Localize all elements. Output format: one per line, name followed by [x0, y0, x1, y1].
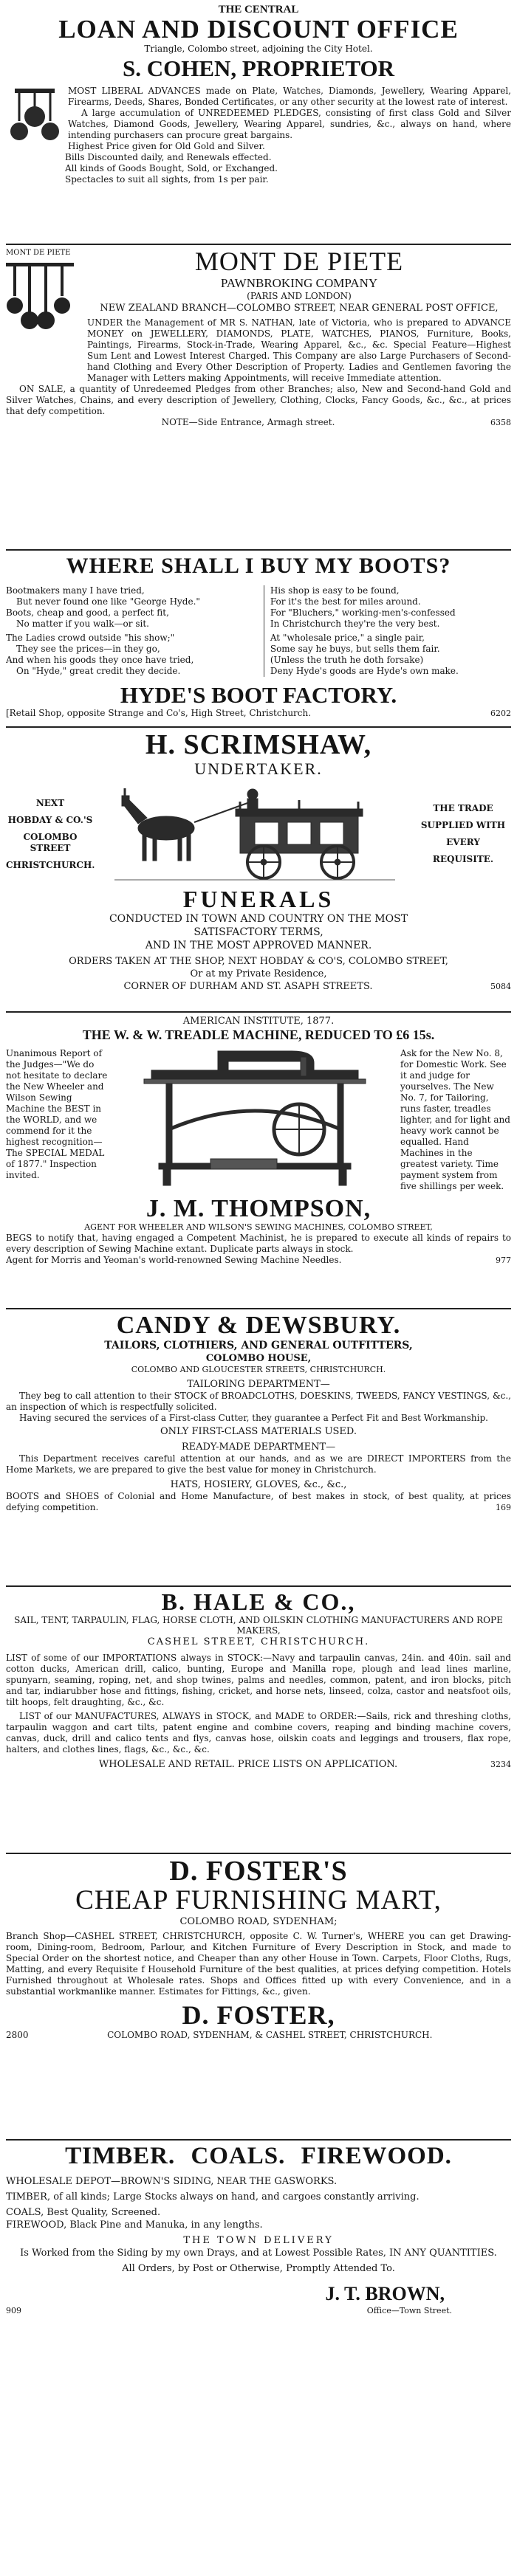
boots-address: [Retail Shop, opposite Strange and Co's, High Street, Christchurch.: [6, 708, 312, 719]
loan-body-2: A large accumulation of UNREDEEMED PLEDGES, consisting of first class Gold and Silver Watches, Diamond Goods, Jewellery, Wearing Apparel, sundries, &c., always on hand, where intending purchasers can procure great bargains.: [68, 107, 511, 140]
timber-line-3: COALS, Best Quality, Screened.: [6, 2206, 161, 2218]
timber-name: J. T. BROWN,: [325, 2282, 445, 2304]
boots-right-line: For it's the best for miles around.: [270, 596, 421, 607]
foster-address: COLOMBO ROAD, SYDENHAM, & CASHEL STREET, CHRISTCHURCH.: [107, 2029, 433, 2040]
scrim-left-line: HOBDAY & CO.'S: [7, 814, 93, 825]
timber-line-5: THE TOWN DELIVERY: [183, 2234, 334, 2246]
scrim-right-line: SUPPLIED WITH: [420, 820, 506, 831]
scrimshaw-ad: [6, 731, 511, 1008]
scrim-right-line: THE TRADE: [433, 803, 493, 814]
scrim-line-2: SATISFACTORY TERMS,: [194, 926, 323, 938]
timber-line-7: All Orders, by Post or Otherwise, Promptly Attended To.: [122, 2262, 395, 2274]
hale-ad: [6, 1590, 511, 1850]
loan-office-ad: [6, 3, 511, 241]
scrim-ad-number: 5084: [490, 981, 511, 991]
loan-address: Triangle, Colombo street, adjoining the City Hotel.: [144, 43, 373, 54]
divider: [6, 726, 511, 728]
boots-right-line: Some say he buys, but sells them fair.: [270, 644, 440, 654]
boots-left-line: Bootmakers many I have tried,: [6, 585, 145, 596]
boots-ad: [6, 554, 511, 723]
piete-ad-number: 6358: [490, 418, 511, 428]
piete-sub-3: NEW ZEALAND BRANCH—COLOMBO STREET, NEAR GENERAL POST OFFICE,: [100, 303, 499, 314]
loan-body-6: Spectacles to suit all sights, from 1s per pair.: [65, 173, 269, 185]
piete-body-1: UNDER the Management of MR S. NATHAN, late of Victoria, who is prepared to ADVANCE MONEY on JEWELLERY, DIAMONDS, PLATE, WATCHES, PIANOS, Furniture, Books, Paintings, Firearms, Stock-in-Trade, Wearing Apparel, &c., &c. Special Feature—Highest Sum Lent and Lowest Interest Charged. This Company are also Large Purchasers of Second-hand Clothing and Every Other Description of Property. Ladies and Gentlemen favoring the Manager with Letters making Appointments, will receive Immediate attention.: [87, 317, 511, 384]
mont-de-piete-ad: [6, 248, 511, 546]
scrim-right-line: EVERY: [446, 837, 480, 848]
loan-body-4: Bills Discounted daily, and Renewals effected.: [65, 151, 272, 162]
candy-dept-1: TAILORING DEPARTMENT—: [187, 1378, 330, 1390]
pawn-balls-icon: [9, 86, 61, 149]
scrim-line-3: AND IN THE MOST APPROVED MANNER.: [145, 939, 372, 951]
foster-ad-number: 2800: [6, 2029, 29, 2040]
hale-ad-number: 3234: [490, 1759, 511, 1769]
timber-ad: [6, 2143, 511, 2409]
scrim-right-column: [415, 803, 511, 865]
hale-sub-1: SAIL, TENT, TARPAULIN, FLAG, HORSE CLOTH, AND OILSKIN CLOTHING MANUFACTURERS AND ROPE MAKERS,: [14, 1614, 503, 1636]
candy-sub-1: TAILORS, CLOTHIERS, AND GENERAL OUTFITTERS,: [104, 1339, 413, 1351]
machine-body-2: Agent for Morris and Yeoman's world-renowned Sewing Machine Needles.: [6, 1254, 342, 1265]
foster-title-1: D. FOSTER'S: [169, 1857, 348, 1887]
machine-ad-number: 977: [496, 1255, 511, 1265]
candy-sub-2: COLOMBO HOUSE,: [205, 1352, 312, 1364]
boots-left-line: And when his goods they once have tried,: [6, 655, 194, 665]
boots-poem-right: [264, 585, 511, 677]
hale-title: B. HALE & CO.,: [161, 1590, 356, 1615]
loan-title: LOAN AND DISCOUNT OFFICE: [58, 15, 459, 44]
scrim-left-line: NEXT: [35, 797, 65, 808]
foster-body: Branch Shop—CASHEL STREET, CHRISTCHURCH, opposite C. W. Turner's, WHERE you can get Drawing-room, Dining-room, Bedroom, Parlour, and Kitchen Furniture of Every Description in Stock, and made to Special Order on the shortest notice, and Cheaper than any other House in Town. Carpets, Floor Cloths, Rugs, Matting, and every Requisite f Household Furniture of the best qualities, at prices defying competition. Hotels Furnished throughout at Wholesale rates. Shops and Offices fitted up with every Convenience, and in a substantial workmanlike manner. Estimates for Fittings, &c., given.: [6, 1930, 511, 1997]
divider: [6, 1011, 511, 1013]
candy-body-4: BOOTS and SHOES of Colonial and Home Manufacture, of best makes in stock, of best quality, at prices defying competition.: [6, 1490, 511, 1512]
boots-left-line: On "Hyde," great credit they decide.: [16, 666, 181, 676]
boots-right-line: Deny Hyde's goods are Hyde's own make.: [270, 666, 459, 676]
boots-title: WHERE SHALL I BUY MY BOOTS?: [66, 554, 451, 578]
loan-proprietor: S. COHEN, PROPRIETOR: [122, 55, 395, 81]
candy-dept-2: READY-MADE DEPARTMENT—: [181, 1441, 336, 1453]
boots-right-line: At "wholesale price," a single pair,: [270, 633, 425, 643]
scrim-left-line: COLOMBO STREET: [23, 831, 78, 853]
scrim-line-5: Or at my Private Residence,: [190, 968, 327, 979]
hale-foot: WHOLESALE AND RETAIL. PRICE LISTS ON APPLICATION.: [98, 1758, 398, 1770]
divider: [6, 244, 511, 245]
foster-ad: [6, 1857, 511, 2136]
boots-poem-left: [6, 585, 253, 677]
foster-sub: COLOMBO ROAD, SYDENHAM;: [179, 1915, 338, 1927]
piete-side-label: MONT DE PIETE: [6, 249, 71, 257]
piete-sub-2: (PARIS AND LONDON): [247, 291, 352, 302]
machine-body: BEGS to notify that, having engaged a Competent Machinist, he is prepared to execute all kinds of repairs to every description of Sewing Machine extant. Duplicate parts always in stock.: [6, 1232, 511, 1254]
candy-title: CANDY & DEWSBURY.: [116, 1312, 401, 1339]
candy-body-1: They beg to call attention to their STOCK of BROADCLOTHS, DOESKINS, TWEEDS, FANCY VESTINGS, &c., an inspection of which is respectfully solicited.: [6, 1390, 511, 1412]
machine-agent-line: AGENT FOR WHEELER AND WILSON'S SEWING MACHINES, COLOMBO STREET,: [84, 1222, 433, 1232]
scrim-right-line: REQUISITE.: [432, 854, 494, 865]
boots-left-line: No matter if you walk—or sit.: [16, 619, 149, 629]
piete-title: MONT DE PIETE: [194, 248, 404, 276]
boots-right-line: His shop is easy to be found,: [270, 585, 400, 596]
timber-title: TIMBER. COALS. FIREWOOD.: [65, 2143, 452, 2169]
candy-sub-3: COLOMBO AND GLOUCESTER STREETS, CHRISTCHURCH.: [131, 1364, 386, 1374]
timber-line-2: TIMBER, of all kinds; Large Stocks always on hand, and cargoes constantly arriving.: [6, 2191, 420, 2203]
boots-factory: HYDE'S BOOT FACTORY.: [120, 682, 397, 708]
foster-title-2: CHEAP FURNISHING MART,: [75, 1884, 442, 1915]
pawn-keys-icon: [6, 261, 74, 342]
hale-sub-2: CASHEL STREET, CHRISTCHURCH.: [147, 1636, 370, 1647]
scrim-line-6: CORNER OF DURHAM AND ST. ASAPH STREETS.: [123, 980, 373, 992]
loan-body-5: All kinds of Goods Bought, Sold, or Exchanged.: [65, 162, 278, 173]
scrim-sub: UNDERTAKER.: [194, 759, 323, 778]
timber-line-6: Is Worked from the Siding by my own Drays, and at Lowest Possible Rates, IN ANY QUANTITIES.: [20, 2247, 497, 2259]
candy-dewsbury-ad: [6, 1312, 511, 1583]
machine-title: THE W. & W. TREADLE MACHINE, REDUCED TO £6 15s.: [82, 1027, 435, 1043]
foster-name: D. FOSTER,: [182, 2000, 335, 2030]
boots-right-line: In Christchurch they're the very best.: [270, 619, 440, 629]
boots-left-line: The Ladies crowd outside "his show;": [6, 633, 175, 643]
piete-note: NOTE—Side Entrance, Armagh street.: [161, 417, 335, 428]
scrim-left-column: [6, 798, 95, 871]
hearse-illustration-icon: [107, 782, 403, 886]
piete-sub-1: PAWNBROKING COMPANY: [220, 275, 378, 290]
boots-left-line: Boots, cheap and good, a perfect fit,: [6, 607, 169, 618]
scrim-funerals: FUNERALS: [182, 886, 335, 913]
timber-line-1: WHOLESALE DEPOT—BROWN'S SIDING, NEAR THE GASWORKS.: [6, 2175, 338, 2187]
hale-body-1: LIST of some of our IMPORTATIONS always in STOCK:—Navy and tarpaulin canvas, 24in. and 40in. sail and cotton ducks, American drill, calico, bunting, Europe and Manilla rope, plough and lead lines marline, spunyarn, seaming, roping, net, and shop twines, palms and needles, common, patent, and iron blocks, pitch and tar, indiarubber hose and fittings, fishing, cricket, and horse nets, linseed, colza, castor and neatsfoot oils, tilt hoops, felt draughting, &c., &c.: [6, 1652, 511, 1707]
divider: [6, 1308, 511, 1309]
candy-only: ONLY FIRST-CLASS MATERIALS USED.: [160, 1425, 357, 1437]
divider: [6, 1585, 511, 1587]
loan-pre-title: THE CENTRAL: [218, 4, 299, 16]
boots-right-line: For "Bluchers," working-men's-confessed: [270, 607, 456, 618]
sewing-machine-illustration-icon: [129, 1048, 380, 1193]
sewing-machine-ad: [6, 1016, 511, 1305]
machine-right-text: Ask for the New No. 8, for Domestic Work. See it and judge for yourselves. The New No. 7, for Tailoring, runs faster, treadles lighter, and for light and heavy work cannot be equalled. Hand Machines in the greatest variety. Time payment system from five shillings per week.: [400, 1047, 510, 1191]
boots-left-line: They see the prices—in they go,: [16, 644, 160, 654]
loan-body-1: MOST LIBERAL ADVANCES made on Plate, Watches, Diamonds, Jewellery, Wearing Apparel, Firearms, Deeds, Shares, Bonded Certificates, or any other security at the lowest rate of interest.: [68, 85, 511, 107]
boots-right-line: (Unless the truth he doth forsake): [270, 655, 424, 665]
piete-body-2: ON SALE, a quantity of Unredeemed Pledges from other Branches; also, New and Second-hand Gold and Silver Watches, Chains, and every description of Jewellery, Clothing, Clocks, Fancy Goods, &c., &c., at prices that defy competition.: [6, 384, 511, 417]
divider: [6, 549, 511, 551]
scrim-title: H. SCRIMSHAW,: [145, 731, 372, 760]
scrim-line-4: ORDERS TAKEN AT THE SHOP, NEXT HOBDAY & CO'S, COLOMBO STREET,: [69, 955, 448, 967]
candy-body-2: Having secured the services of a First-class Cutter, they guarantee a Perfect Fit and Best Workmanship.: [19, 1412, 488, 1423]
loan-body-3: Highest Price given for Old Gold and Silver.: [68, 140, 265, 151]
hale-body-2: LIST of our MANUFACTURES, ALWAYS in STOCK, and MADE to ORDER:—Sails, rick and threshing cloths, tarpaulin waggon and cart tilts, patent engine and combine covers, reaping and binding machine covers, canvas, duck, drill and calico tents and flys, canvas hose, oilskin coats and leggings and trousers, flax rope, halters, and clothes lines, flags, &c., &c., &c.: [6, 1710, 511, 1754]
scrim-line-1: CONDUCTED IN TOWN AND COUNTRY ON THE MOST: [109, 912, 408, 925]
boots-ad-number: 6202: [490, 709, 511, 719]
machine-agent-name: J. M. THOMPSON,: [145, 1194, 372, 1222]
divider: [6, 1853, 511, 1854]
candy-hats: HATS, HOSIERY, GLOVES, &c., &c.,: [170, 1478, 347, 1490]
timber-office: Office—Town Street.: [366, 2306, 452, 2316]
timber-line-4: FIREWOOD, Black Pine and Manuka, in any lengths.: [6, 2219, 263, 2231]
divider: [6, 2139, 511, 2141]
scrim-left-line: CHRISTCHURCH.: [6, 859, 95, 870]
boots-left-line: But never found one like "George Hyde.": [16, 596, 200, 607]
machine-left-text: Unanimous Report of the Judges—"We do not hesitate to declare the New Wheeler and Wilson Sewing Machine the BEST in the WORLD, and we commend for it the highest recognition—The SPECIAL MEDAL of 1877." Inspection invited.: [6, 1047, 108, 1180]
machine-pre: AMERICAN INSTITUTE, 1877.: [182, 1016, 335, 1027]
candy-ad-number: 169: [496, 1502, 511, 1512]
candy-body-3: This Department receives careful attention at our hands, and as we are DIRECT IMPORTERS from the Home Markets, we are prepared to give the best value for money in Christchurch.: [6, 1453, 511, 1475]
page-number: 909: [6, 2306, 21, 2316]
